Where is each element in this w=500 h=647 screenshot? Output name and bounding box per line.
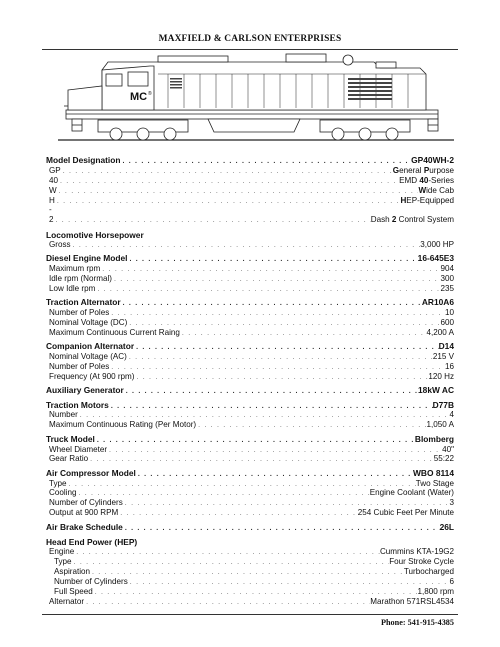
spec-row: [46, 274, 454, 284]
leader-dots: [95, 285, 440, 294]
section-heading: [46, 342, 454, 352]
spec-row: [46, 372, 454, 382]
section-value: AR10A6: [421, 298, 454, 308]
spec-value: Four Stroke Cycle: [389, 557, 454, 567]
spec-value: Cummins KTA-19G2: [379, 547, 454, 557]
spec-label: W: [49, 185, 57, 195]
leader-dots: [78, 411, 450, 420]
section-title: Air Brake Schedule: [46, 522, 123, 532]
phone-number: Phone: 541-915-4385: [381, 618, 454, 627]
section-heading: [46, 523, 454, 533]
spec-row: [46, 445, 454, 455]
section-title: Traction Alternator: [46, 298, 121, 308]
spec-label: Number: [49, 410, 78, 420]
leader-dots: [123, 524, 440, 533]
spec-value: [418, 186, 454, 196]
page-title: MAXFIELD & CARLSON ENTERPRISES: [158, 34, 342, 44]
spec-value: 600: [440, 318, 454, 328]
spec-label: Gross: [49, 240, 71, 250]
spec-value-part: eneral: [399, 165, 424, 175]
spec-value: 904: [440, 264, 454, 274]
leader-dots: [74, 548, 380, 557]
spec-label: Type: [49, 478, 67, 488]
spec-row: [46, 318, 454, 328]
leader-dots: [67, 480, 416, 489]
leader-dots: [124, 387, 418, 396]
leader-dots: [112, 275, 441, 284]
spec-label: Gear Ratio: [49, 454, 89, 464]
spec-label: Number of Poles: [49, 362, 110, 372]
spec-value: 40": [442, 444, 454, 454]
leader-dots: [109, 309, 445, 318]
spec-value-part: 40: [419, 175, 429, 185]
spec-label: Number of Poles: [49, 308, 110, 318]
spec-label: Aspiration: [54, 567, 90, 577]
leader-dots: [123, 499, 450, 508]
spec-label: Alternator: [49, 596, 85, 606]
leader-dots: [57, 187, 419, 196]
section-title: Truck Model: [46, 434, 95, 444]
spec-row: [46, 328, 454, 338]
section-title: Companion Alternator: [46, 342, 135, 352]
spec-row: [46, 205, 454, 215]
spec-row: [46, 479, 454, 489]
spec-value: Marathon 571RSL4534: [370, 596, 454, 606]
spec-row: [46, 567, 454, 577]
spec-value: [393, 166, 454, 176]
spec-row: [46, 362, 454, 372]
spec-value: 120 Hz: [428, 371, 454, 381]
spec-value: 10: [444, 308, 454, 318]
spec-value: [400, 196, 454, 206]
section-title: Model Designation: [46, 156, 121, 165]
section-title: Traction Motors: [46, 400, 109, 410]
leader-dots: [55, 197, 401, 206]
spec-row: [46, 410, 454, 420]
logo-mark: ®: [148, 91, 152, 97]
locomotive-illustration: [58, 50, 454, 146]
section-heading: [46, 156, 454, 166]
leader-dots: [88, 455, 434, 464]
spec-value: 1,050 A: [426, 420, 454, 430]
spec-row: [46, 557, 454, 567]
section-heading: [46, 469, 454, 479]
leader-dots: [84, 598, 370, 607]
section-value: D77B: [432, 400, 454, 410]
section-title: Head End Power (HEP): [46, 536, 138, 547]
spec-label: Cooling: [49, 488, 77, 498]
spec-label: Full Speed: [54, 586, 93, 596]
section-heading: [46, 401, 454, 411]
leader-dots: [61, 167, 393, 176]
leader-dots: [136, 470, 413, 479]
leader-dots: [127, 255, 417, 264]
spec-row: [46, 264, 454, 274]
leader-dots: [109, 363, 445, 372]
leader-dots: [93, 588, 418, 597]
spec-label: 2: [49, 215, 54, 225]
spec-value: 215 V: [432, 352, 454, 362]
spec-row: [46, 508, 454, 518]
spec-label: Type: [54, 557, 72, 567]
section-value: D14: [438, 342, 454, 352]
leader-dots: [90, 568, 404, 577]
leader-dots: [107, 446, 442, 455]
spec-row: [46, 597, 454, 607]
spec-label: GP: [49, 165, 61, 175]
spec-row: [46, 498, 454, 508]
spec-value-part: G: [392, 165, 400, 175]
section-value: 16-645E3: [417, 254, 454, 264]
spec-value: 6: [449, 576, 454, 586]
leader-dots: [134, 373, 428, 382]
leader-dots: [72, 558, 390, 567]
spec-label: Low Idle rpm: [49, 284, 96, 294]
spec-value-part: P: [423, 165, 430, 175]
section-heading: [46, 298, 454, 308]
leader-dots: [100, 265, 440, 274]
leader-dots: [127, 353, 433, 362]
spec-label: Nominal Voltage (AC): [49, 352, 127, 362]
section-heading: [46, 435, 454, 445]
spec-value: Turbocharged: [403, 567, 454, 577]
spec-label: Output at 900 RPM: [49, 508, 119, 518]
spec-value: Two Stage: [415, 478, 454, 488]
spec-value: 3: [449, 498, 454, 508]
footer-divider: [42, 614, 458, 615]
spec-value: Engine Coolant (Water): [369, 488, 454, 498]
leader-dots: [54, 216, 371, 225]
leader-dots: [118, 509, 357, 518]
spec-row: [46, 196, 454, 206]
section-heading: [46, 254, 454, 264]
leader-dots: [58, 177, 399, 186]
spec-row: [46, 547, 454, 557]
spec-label: Number of Cylinders: [54, 576, 128, 586]
spec-label: Maximum Continuous Rating (Per Motor): [49, 420, 197, 430]
spec-value-part: H: [400, 195, 407, 205]
spec-value-part: EP-Equipped: [406, 195, 454, 205]
spec-value-part: 2: [391, 215, 397, 225]
spec-label: Wheel Diameter: [49, 444, 108, 454]
specification-list: [46, 156, 454, 607]
spec-value: 4,200 A: [426, 328, 454, 338]
spec-value-part: urpose: [429, 165, 454, 175]
spec-label: Maximum Continuous Current Raing: [49, 328, 180, 338]
section-value: 18kW AC: [418, 386, 454, 396]
leader-dots: [109, 402, 433, 411]
spec-value-part: Dash: [370, 215, 392, 225]
spec-value: 16: [444, 362, 454, 372]
spec-label: Idle rpm (Normal): [49, 274, 112, 284]
leader-dots: [120, 157, 411, 166]
spec-label: H: [49, 195, 55, 205]
spec-value: [399, 176, 454, 186]
spec-value-part: Control System: [396, 215, 454, 225]
spec-row: [46, 587, 454, 597]
spec-label: Maximum rpm: [49, 264, 101, 274]
section-title: Air Compressor Model: [46, 468, 136, 478]
spec-value-part: -Series: [428, 175, 454, 185]
spec-label: Frequency (At 900 rpm): [49, 371, 135, 381]
leader-dots: [180, 329, 427, 338]
spec-label: Nominal Voltage (DC): [49, 318, 128, 328]
spec-label: Number of Cylinders: [49, 498, 123, 508]
spec-row: [46, 166, 454, 176]
section-title: Auxiliary Generator: [46, 386, 124, 396]
section-value: WBO 8114: [413, 468, 454, 478]
leader-dots: [128, 578, 450, 587]
leader-dots: [95, 436, 415, 445]
spec-value: 4: [449, 410, 454, 420]
spec-row: [46, 577, 454, 587]
section-title: Locomotive Horsepower: [46, 229, 144, 240]
spec-value: 254 Cubic Feet Per Minute: [357, 508, 454, 518]
spec-value: 1,800 rpm: [417, 586, 454, 596]
spec-row: [46, 215, 454, 225]
section-value: GP40WH-2: [411, 156, 454, 165]
spec-value: 55:22: [433, 454, 454, 464]
spec-row: [46, 240, 454, 250]
section-value: 26L: [439, 522, 454, 532]
logo-text: MC: [130, 91, 148, 103]
spec-label: Engine: [49, 547, 75, 557]
spec-value-part: ide Cab: [426, 185, 454, 195]
spec-value-part: EMD: [399, 175, 420, 185]
spec-row: [46, 352, 454, 362]
spec-row: [46, 454, 454, 464]
section-title: Diesel Engine Model: [46, 254, 128, 264]
leader-dots: [127, 319, 440, 328]
leader-dots: [134, 343, 439, 352]
spec-row: [46, 488, 454, 498]
spec-row: [46, 308, 454, 318]
leader-dots: [76, 489, 369, 498]
spec-label: 40: [49, 175, 59, 185]
spec-row: [46, 176, 454, 186]
section-value: Blomberg: [414, 434, 454, 444]
spec-value: 300: [440, 274, 454, 284]
spec-row: [46, 420, 454, 430]
leader-dots: [71, 241, 421, 250]
leader-dots: [196, 421, 426, 430]
spec-value: 3,000 HP: [420, 240, 454, 250]
leader-dots: [121, 299, 422, 308]
spec-row: [46, 186, 454, 196]
spec-label: -: [49, 205, 52, 215]
section-heading: [46, 386, 454, 396]
spec-value: [371, 215, 454, 225]
spec-value-part: W: [418, 185, 427, 195]
spec-row: [46, 284, 454, 294]
spec-value: 235: [440, 284, 454, 294]
